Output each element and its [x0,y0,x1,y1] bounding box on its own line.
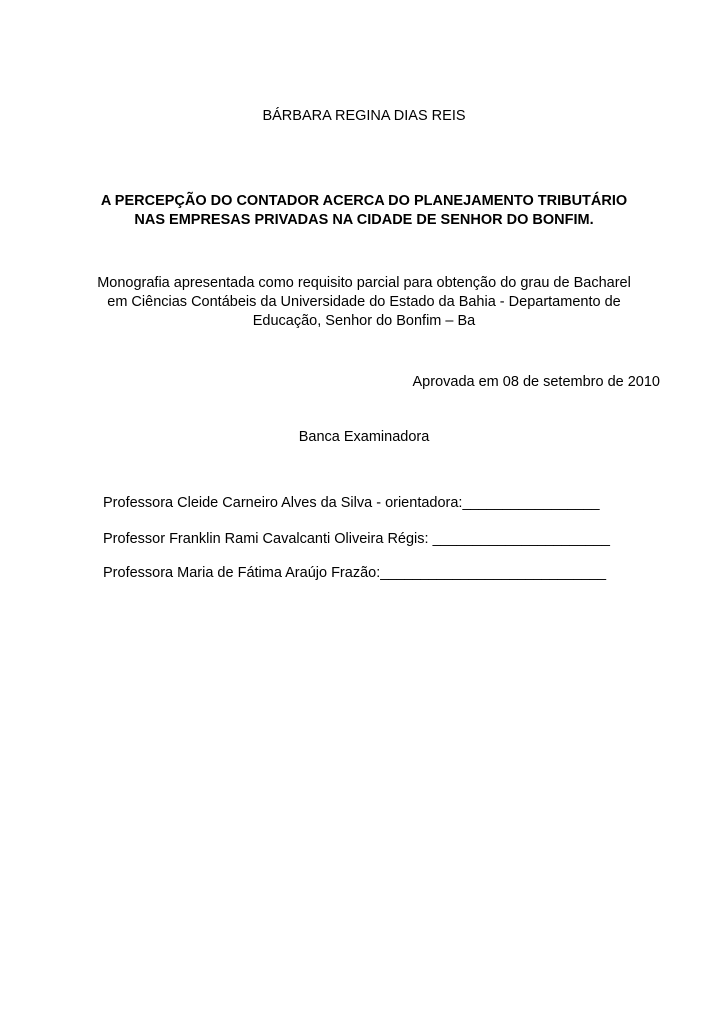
approval-date: Aprovada em 08 de setembro de 2010 [412,374,660,390]
description-line-2: em Ciências Contábeis da Universidade do Estado da Bahia - Departamento de [107,294,621,310]
committee-member-1: Professora Cleide Carneiro Alves da Silva - orientadora:_________________ [103,495,600,511]
author-name: BÁRBARA REGINA DIAS REIS [262,108,466,124]
committee-member-2: Professor Franklin Rami Cavalcanti Oliveira Régis: ______________________ [103,531,610,547]
description-line-3: Educação, Senhor do Bonfim – Ba [252,313,476,329]
title-line-1: A PERCEPÇÃO DO CONTADOR ACERCA DO PLANEJAMENTO TRIBUTÁRIO [100,193,628,209]
title-line-2: NAS EMPRESAS PRIVADAS NA CIDADE DE SENHOR DO BONFIM. [134,212,594,228]
committee-heading: Banca Examinadora [298,429,430,445]
description-line-1: Monografia apresentada como requisito parcial para obtenção do grau de Bacharel [97,275,631,291]
committee-member-3: Professora Maria de Fátima Araújo Frazão:____________________________ [103,565,607,581]
